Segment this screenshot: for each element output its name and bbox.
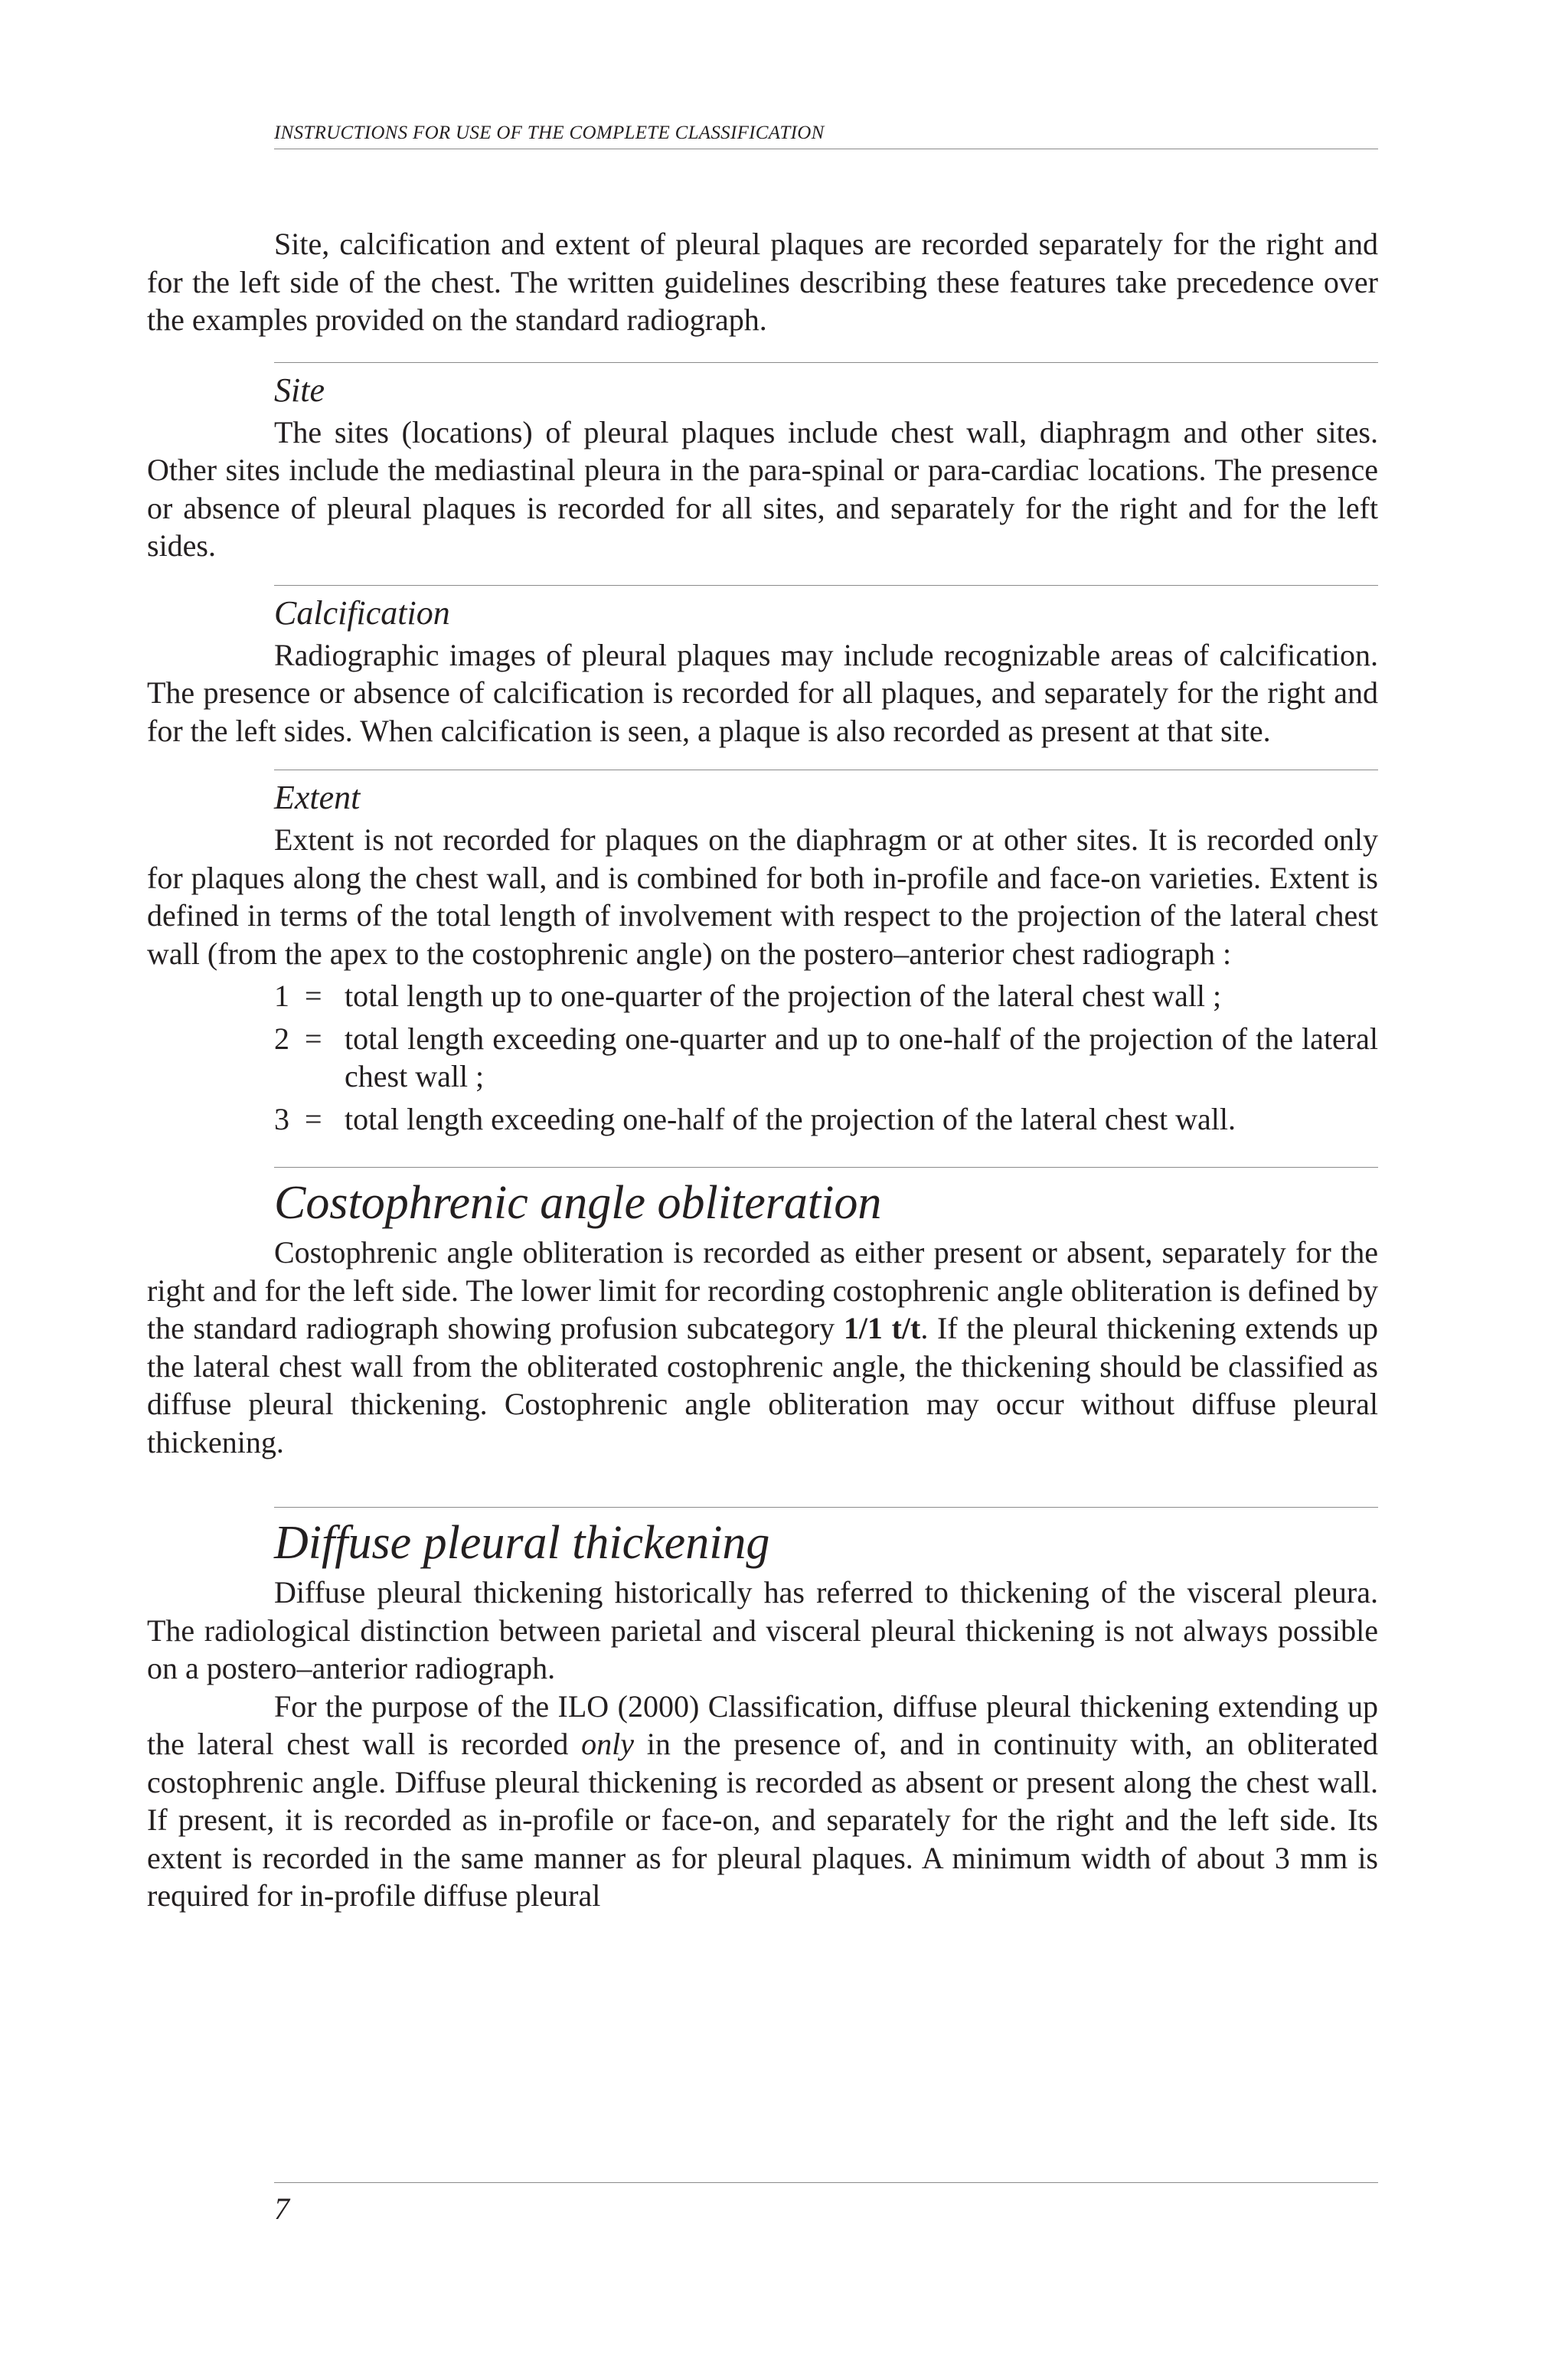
- section-divider: [274, 1507, 1378, 1508]
- extent-list: [274, 977, 1378, 1138]
- page-body: [147, 225, 1378, 1915]
- calcification-heading: Calcification: [274, 593, 450, 632]
- page-footer: [274, 2182, 1378, 2227]
- profusion-subcategory: 1/1 t/t: [843, 1311, 921, 1345]
- costophrenic-paragraph: [147, 1234, 1378, 1461]
- diffuse-heading: Diffuse pleural thickening: [274, 1517, 770, 1569]
- list-item-text: total length exceeding one-quarter and up to one-half of the projection of the lateral chest wall ;: [345, 1021, 1378, 1093]
- extent-heading: Extent: [274, 779, 361, 816]
- diffuse-paragraph-1: Diffuse pleural thickening historically has referred to thickening of the visceral pleura. The radiological distinction between parietal and visceral pleural thickening is not always possible on a postero–anterior radiograph.: [147, 1575, 1378, 1685]
- list-item-text: total length up to one-quarter of the projection of the lateral chest wall ;: [345, 979, 1222, 1013]
- calcification-paragraph: Radiographic images of pleural plaques may include recognizable areas of calcification. The presence or absence of calcification is recorded for all plaques, and separately for the right and for the left sides. When calcification is seen, a plaque is also recorded as present at that site.: [147, 637, 1378, 748]
- page-number: 7: [274, 2191, 289, 2226]
- site-paragraph: The sites (locations) of pleural plaques include chest wall, diaphragm and other sites. Other sites include the mediastinal pleura in the para-spinal or para-cardiac locations. The presence or absence of pleural plaques is recorded for all sites, and separately for the right and for the left sides.: [147, 414, 1378, 563]
- list-item: [274, 977, 1378, 1015]
- site-heading: Site: [274, 371, 325, 409]
- emphasis-only: only: [581, 1727, 634, 1761]
- list-item-text: total length exceeding one-half of the projection of the lateral chest wall.: [345, 1101, 1236, 1136]
- costophrenic-heading: Costophrenic angle obliteration: [274, 1177, 882, 1229]
- running-header: INSTRUCTIONS FOR USE OF THE COMPLETE CLASSIFICATION: [274, 123, 1378, 149]
- list-item-number: 1 =: [274, 979, 322, 1013]
- list-item-number: 3 =: [274, 1101, 322, 1136]
- section-divider: [274, 362, 1378, 363]
- costophrenic-text-start: Costophrenic angle obliteration is recorded as either present or absent, separately for the right and for the left side. The lower limit for recording costophrenic angle obliteration is defined by the standard radiograph showing profusion subcategory: [147, 1235, 1378, 1345]
- diffuse-text-start: For the purpose of the ILO (2000) Classification, diffuse pleural thickening extending up the lateral chest wall is recorded: [147, 1688, 1378, 1761]
- section-divider: [274, 585, 1378, 586]
- diffuse-paragraph-2: [147, 1688, 1378, 1915]
- costophrenic-text-end: . If the pleural thickening extends up the lateral chest wall from the obliterated costophrenic angle, the thickening should be classified as diffuse pleural thickening. Costophrenic angle obliteration may occur without diffuse pleural thickening.: [147, 1311, 1378, 1459]
- intro-paragraph: Site, calcification and extent of pleural plaques are recorded separately for the right and for the left side of the chest. The written guidelines describing these features take precedence over the examples provided on the standard radiograph.: [147, 227, 1378, 337]
- list-item: [274, 1020, 1378, 1096]
- extent-paragraph: Extent is not recorded for plaques on the diaphragm or at other sites. It is recorded only for plaques along the chest wall, and is combined for both in-profile and face-on varieties. Extent is defined in terms of the total length of involvement with respect to the projection of the lateral chest wall (from the apex to the costophrenic angle) on the postero–anterior chest radiograph :: [147, 822, 1378, 971]
- list-item: [274, 1100, 1378, 1139]
- diffuse-text-end: in the presence of, and in continuity with, an obliterated costophrenic angle. Diffuse pleural thickening is recorded as absent or present along the chest wall. If present, it is recorded as in-profile or face-on, and separately for the right and the left side. Its extent is recorded in the same manner as for pleural plaques. A minimum width of about 3 mm is required for in-profile diffuse pleural: [147, 1727, 1378, 1913]
- list-item-number: 2 =: [274, 1021, 322, 1056]
- section-divider: [274, 1167, 1378, 1168]
